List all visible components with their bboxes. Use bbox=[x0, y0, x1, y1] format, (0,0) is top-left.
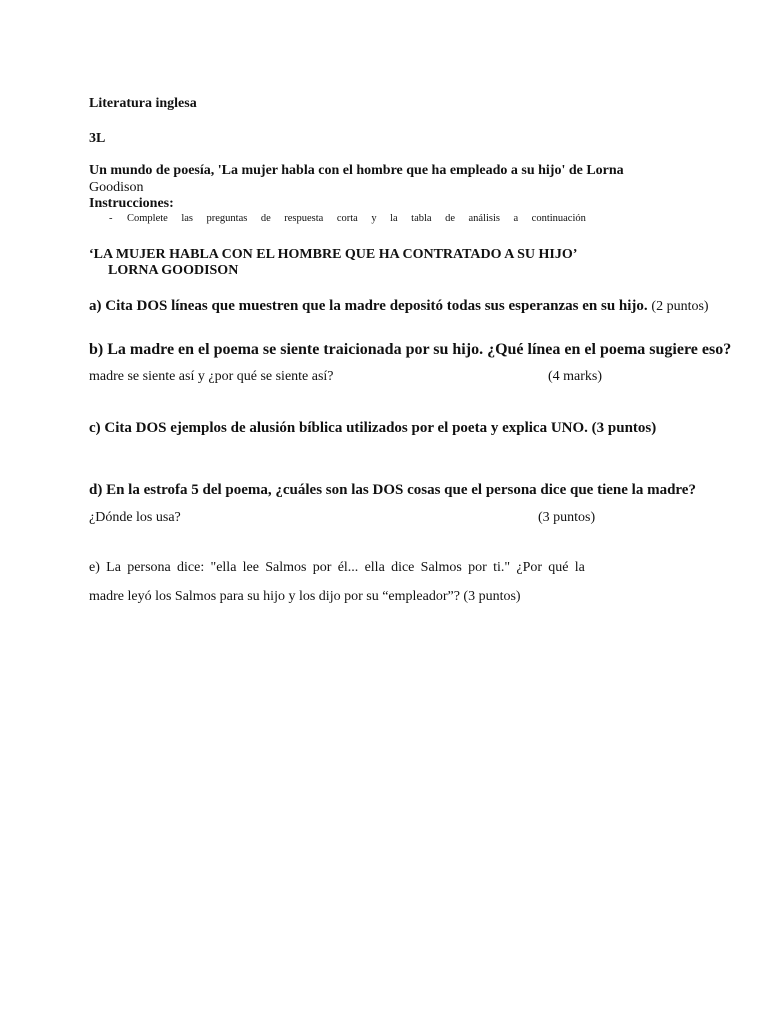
question-b-marks: (4 marks) bbox=[548, 369, 603, 384]
question-c: c) Cita DOS ejemplos de alusión bíblica utilizados por el poeta y explica UNO. (3 puntos) bbox=[89, 420, 657, 436]
question-b-line-2: madre se siente así y ¿por qué se siente así? bbox=[89, 369, 334, 384]
instruction-word: tabla bbox=[411, 213, 432, 224]
question-e-word: por bbox=[468, 560, 487, 575]
question-a-marks: (2 puntos) bbox=[651, 299, 709, 314]
question-e-word: e) bbox=[89, 560, 100, 575]
instructions-label: Instrucciones: bbox=[89, 196, 174, 211]
question-e-word: Salmos bbox=[265, 560, 307, 575]
question-e-word: ella bbox=[364, 560, 385, 575]
question-e-word: la bbox=[574, 560, 585, 575]
question-e-word: ti." bbox=[493, 560, 511, 575]
instruction-word: las bbox=[181, 213, 193, 224]
question-e-word: La bbox=[106, 560, 121, 575]
question-e-word: dice bbox=[391, 560, 415, 575]
bullet-dash: - bbox=[109, 213, 113, 224]
instruction-word: de bbox=[260, 213, 271, 224]
question-e-word: qué bbox=[548, 560, 569, 575]
question-e-word: persona bbox=[127, 560, 171, 575]
instruction-word: análisis bbox=[468, 213, 500, 224]
instruction-text bbox=[127, 213, 586, 224]
question-e-word: por bbox=[312, 560, 332, 575]
instruction-word: continuación bbox=[531, 213, 586, 224]
question-a-text: a) Cita DOS líneas que muestren que la madre depositó todas sus esperanzas en su hijo. bbox=[89, 298, 648, 314]
subject-heading: Literatura inglesa bbox=[89, 96, 197, 111]
question-d-line-2: ¿Dónde los usa? bbox=[89, 510, 181, 525]
instruction-word: y bbox=[371, 213, 377, 224]
question-e-word: lee bbox=[242, 560, 259, 575]
group-label: 3L bbox=[89, 131, 106, 146]
poem-title: ‘LA MUJER HABLA CON EL HOMBRE QUE HA CONTRATADO A SU HIJO’ bbox=[89, 247, 578, 262]
question-a bbox=[89, 298, 717, 315]
question-e-word: dice: bbox=[177, 560, 205, 575]
question-e-line-1 bbox=[89, 560, 585, 576]
document-title-line-1: Un mundo de poesía, 'La mujer habla con el hombre que ha empleado a su hijo' de Lorna bbox=[89, 163, 624, 178]
instruction-word: a bbox=[513, 213, 519, 224]
instruction-word: preguntas bbox=[206, 213, 248, 224]
instruction-item bbox=[109, 213, 586, 224]
question-d-line-1: d) En la estrofa 5 del poema, ¿cuáles son las DOS cosas que el persona dice que tiene la madre? bbox=[89, 482, 696, 498]
question-e-word: "ella bbox=[210, 560, 237, 575]
question-b-line-1: b) La madre en el poema se siente traicionada por su hijo. ¿Qué línea en el poema sugiere eso? bbox=[89, 341, 732, 358]
instruction-word: respuesta bbox=[284, 213, 324, 224]
instruction-word: Complete bbox=[127, 213, 168, 224]
question-e-word: ¿Por bbox=[516, 560, 543, 575]
question-e-word: él... bbox=[337, 560, 359, 575]
question-e-line-1-text bbox=[89, 560, 585, 576]
question-e-word: Salmos bbox=[420, 560, 462, 575]
document-title-line-2: Goodison bbox=[89, 180, 144, 195]
poem-author: LORNA GOODISON bbox=[108, 263, 239, 278]
instruction-word: la bbox=[390, 213, 398, 224]
question-e-line-2: madre leyó los Salmos para su hijo y los dijo por su “empleador”? (3 puntos) bbox=[89, 589, 521, 604]
question-d-marks: (3 puntos) bbox=[538, 510, 596, 525]
instruction-word: corta bbox=[336, 213, 358, 224]
instruction-word: de bbox=[445, 213, 455, 224]
